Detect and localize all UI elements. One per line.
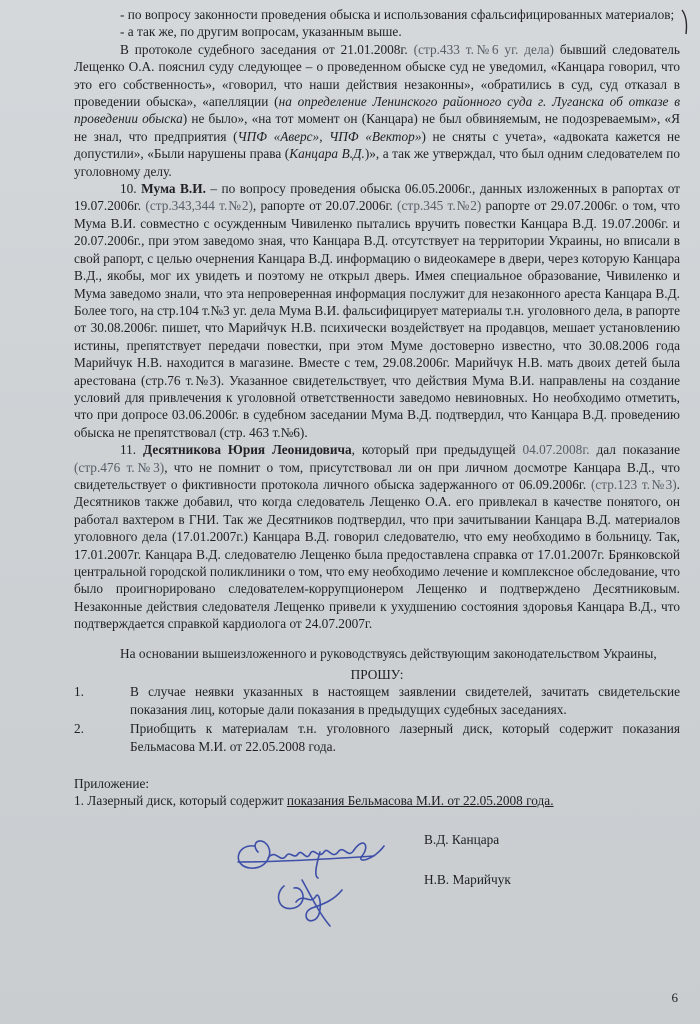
handwritten-signature [224, 816, 404, 936]
witness-name-muma: Мума В.И. [141, 181, 206, 197]
request-item-2: 2. Приобщить к материалам т.н. уголовного лазерный диск, который содержит показания Бельмасова М.И. от 22.05.2008 года. [74, 721, 680, 754]
paragraph-item-10: 10. Мума В.И. – по вопросу проведения обыска 06.05.2006г., данных изложенных в рапортах от 19.07.2006г. (стр.343,344 т.№2), рапорте от 20.07.2006г. (стр.345 т.№2) рапорте от 29.07.2006г. о том, что Мума В.И. совместно с осужденным Чивиленко пытались вручить повестки Канцара В.Д. 19.07.2006г. и 20.07.2006г., при этом заведомо зная, что Канцара В.Д. отсутствует на территории Украины, но вписали в свой рапорт, с целью очернения Канцара В.Д. информацию о видеокамере в двери, через которую Канцара В.Д., якобы, мог их увидеть и поэтому не открыл дверь. Имея специальное образование, Чивиленко и Мума заведомо знали, что эта непроверенная информация послужит для незаконного ареста Канцара В.Д. Более того, на стр.104 т.№3 уг. дела Мума В.И. фальсифицирует материалы т.н. уголовного дела, в рапорте от 30.08.2006г. пишет, что Марийчук Н.В. психически воздействует на продавцов, мешает установлению истины, препятствует передачи повестки, при этом Муме достоверно известно, что 30.08.2006 года Марийчук Н.В. находится в магазине. Вместе с тем, 29.08.2006г. Марийчук Н.В. мать двоих детей была арестована (стр.76 т.№3). Указанное свидетельствует, что действия Мума В.И. направлены на создание условий для привлечения к уголовной ответственности заведомо невиновных. Но необходимо отметить, что при допросе 03.06.2006г. в судебном заседании Мума В.Д. подтвердил, что Канцара В.Д. проведению обыска не препятствовал (стр. 463 т.№6). [74, 181, 680, 440]
request-title: ПРОШУ: [350, 667, 404, 683]
signer-kantsara: В.Д. Канцара [424, 831, 500, 847]
paragraph-item-11: 11. Десятникова Юрия Леонидовича, который при предыдущей 04.07.2008г. дал показание (стр.476 т.№3), что не помнит о том, присутствовал ли он при личном досмотре Канцара В.Д., что свидетельствует о фиктивности протокола личного обыска задержанного от 06.09.2006г. (стр.123 т.№3). Десятников также добавил, что когда следователь Лещенко О.А. его привлекал в качестве понятого, он работал вахтером в ГНИ. Так же Десятников подтвердил, что при зачитывании Канцара В.Д. материалов уголовного дела (17.01.2007г.) Канцара В.Д. говорил следователю, что ему необходимо в больницу. Так, 17.01.2007г. Канцара В.Д. следователю Лещенко была предоставлена справка от 17.01.2007г. Брянковской центральной городской поликлиники о том, что ему необходимо лечение и комплексное обследование, что было проигнорировано следователем-коррупционером Лещенко и подтверждено Десятниковым. Незаконные действия следователя Лещенко привели к ухудшению состояния здоровья Канцара В.Д., что подтверждается справкой кардиолога от 24.07.2007г. [74, 442, 680, 632]
paragraph-line-1: - по вопросу законности проведения обыска и использования сфальсифицированных материалов; [120, 7, 675, 22]
witness-name-desyatnikov: Десятникова Юрия Леонидовича [143, 442, 352, 458]
attachment-line: 1. Лазерный диск, который содержит показания Бельмасова М.И. от 22.05.2008 года. [74, 793, 554, 809]
paragraph-protocol: В протоколе судебного заседания от 21.01.2008г. (стр.433 т.№6 уг. дела) бывший следователь Лещенко О.А. пояснил суду следующее – о проведенном обыске суд не уведомил, «Канцара говорил, что это его собственность», «говорил, что наши действия незаконны», «обратились в суд, суд отказал в проведении обыска», «апелляции (на определение Ленинского районного суда г. Луганска об отказе в проведении обыска) не было», «на тот момент он (Канцара) не был обвиняемым, не подозреваемым», «Я не знал, что предприятия (ЧПФ «Аверс», ЧПФ «Вектор») не сняты с учета», «адвоката кажется не допустили», «Были нарушены права (Канцара В.Д.)», а так же утверждал, что был одним следователем по уголовному делу. [74, 41, 680, 179]
signer-mariychuk: Н.В. Марийчук [424, 871, 511, 887]
request-item-1: 1. В случае неявки указанных в настоящем заявлении свидетелей, зачитать свидетельские показания лиц, которые дали показания в предыдущих судебных заседаниях. [74, 684, 680, 717]
paragraph-basis: На основании вышеизложенного и руководствуясь действующим законодательством Украины, [120, 645, 657, 661]
page-number: 6 [671, 990, 678, 1005]
signature-block [74, 818, 680, 968]
attachment-title: Приложение: [74, 776, 150, 792]
pen-mark [678, 8, 694, 38]
reference-protocol: (стр.433 т.№6 уг. дела) [413, 41, 554, 57]
paragraph-line-2: - а так же, по другим вопросам, указанным выше. [120, 24, 402, 40]
